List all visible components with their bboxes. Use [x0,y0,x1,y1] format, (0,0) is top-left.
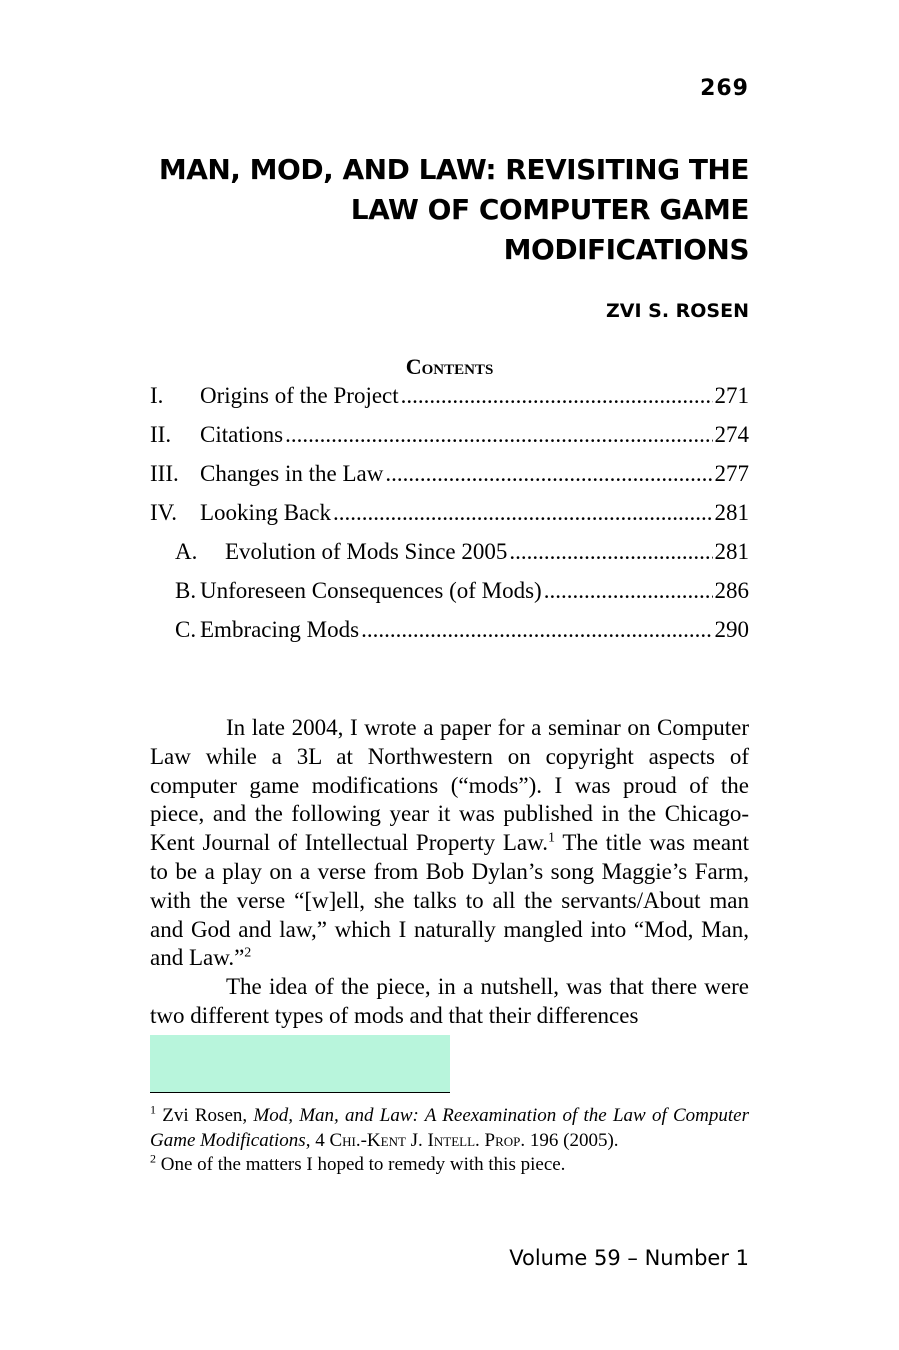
toc-page: 274 [714,422,749,447]
footnote-mark: 2 [150,1151,156,1166]
toc-page: 286 [714,578,749,603]
toc-entry[interactable] [150,461,749,500]
paragraph [150,714,749,973]
toc-subentry[interactable] [150,617,749,656]
toc-page: 271 [714,383,749,408]
toc-title: Origins of the Project [200,383,399,408]
footnote [150,1153,749,1178]
footnote-cited-title: Mod, Man, and Law: A Reexamination of the Law of Computer Game Modifications [150,1105,749,1151]
footnote-text: 196 (2005). [525,1129,619,1151]
toc-entry[interactable] [150,500,749,539]
toc-title: Unforeseen Consequences (of Mods) [200,578,542,603]
toc-entry[interactable] [150,422,749,461]
footnote-divider [150,1092,450,1093]
toc-number: II. [150,422,172,447]
toc-page: 281 [714,539,749,564]
toc-title: Embracing Mods [200,617,360,642]
toc-leader-dots [401,383,713,409]
toc-title: Evolution of Mods Since 2005 [225,539,508,564]
paragraph-text: The title was meant to be a play on a verse from Bob Dylan’s song Maggie’s Farm, with the verse “[w]ell, she talks to all the servants/About man and God and law,” which I naturally mangled into “Mod, Man, and Law.” [150,830,749,971]
footnotes [150,1104,749,1178]
toc-number: I. [150,383,164,408]
body-text [150,714,749,1031]
toc-entry[interactable] [150,383,749,422]
toc-leader-dots [509,539,712,565]
running-footer: Volume 59 – Number 1 [509,1246,749,1270]
toc-page: 277 [714,461,749,486]
toc-title: Looking Back [200,500,331,525]
toc-page: 290 [714,617,749,642]
toc-leader-dots [385,461,712,487]
footnote-mark: 1 [150,1102,156,1117]
toc-number: B. [175,578,197,603]
footnote-text: One of the matters I hoped to remedy with this piece. [156,1154,566,1175]
author-name: ZVI S. ROSEN [605,300,749,322]
toc-leader-dots [285,422,712,448]
toc-leader-dots [544,578,713,604]
toc-page: 281 [714,500,749,525]
toc-title: Citations [200,422,284,447]
title-line-3: MODIFICATIONS [503,233,749,266]
footnote-text: Zvi Rosen, [156,1105,254,1126]
toc-number: IV. [150,500,178,525]
toc-title: Changes in the Law [200,461,384,486]
toc-leader-dots [333,500,713,526]
toc-subentry[interactable] [150,539,749,578]
paragraph-text: In late 2004, I wrote a paper for a seminar on Computer Law while a 3L at Northwestern on copyright aspects of computer game modifications (“mods”). I was proud of the piece, and the following year it was published in the Chicago-Kent Journal of Intellectual Property Law. [150,715,749,856]
page-number: 269 [700,76,749,101]
title-line-2: LAW OF COMPUTER GAME [350,193,749,226]
article-title [150,150,749,270]
toc-number: C. [175,617,197,642]
footnote-ref[interactable]: 2 [244,945,252,961]
footnote-journal: Chi.-Kent J. Intell. Prop. [329,1129,526,1151]
paragraph: The idea of the piece, in a nutshell, was that there were two different types of mods and that their differences [150,974,749,1028]
toc-number: A. [175,539,198,564]
contents-heading: Contents [405,354,494,379]
table-of-contents [150,383,749,656]
footnote-text: , 4 [305,1129,330,1151]
highlight-box [150,1035,450,1092]
toc-number: III. [150,461,179,486]
footnote [150,1104,749,1153]
toc-subentry[interactable] [150,578,749,617]
toc-leader-dots [361,617,712,643]
footnote-ref[interactable]: 1 [548,830,555,846]
title-line-1: MAN, MOD, AND LAW: REVISITING THE [158,153,749,186]
